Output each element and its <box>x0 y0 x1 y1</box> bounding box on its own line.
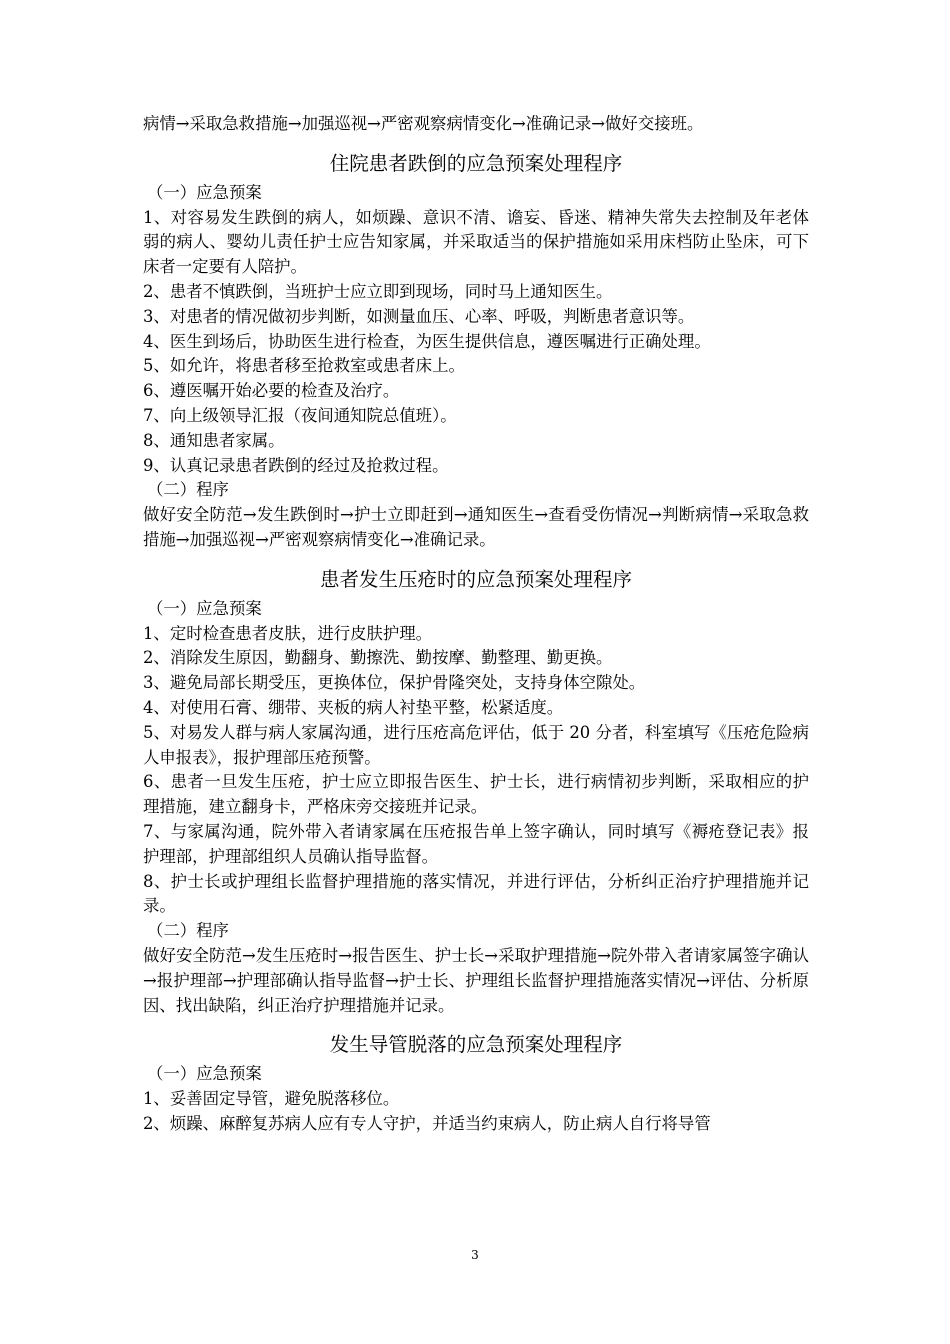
list-item: 8、通知患者家属。 <box>143 430 285 450</box>
subheading: （一）应急预案 <box>147 1064 262 1084</box>
subheading: （二）程序 <box>147 921 229 941</box>
list-item: 4、对使用石膏、绷带、夹板的病人衬垫平整，松紧适度。 <box>143 697 564 717</box>
procedure-paragraph: 做好安全防范→发生压疮时→报告医生、护士长→采取护理措施→院外带入者请家属签字确认→报护理部→护理部确认指导监督→护士长、护理组长监督护理措施落实情况→评估、分析原因、找出缺陷，纠正治疗护理措施并记录。 <box>143 945 809 1015</box>
list-item: 6、遵医嘱开始必要的检查及治疗。 <box>143 381 400 401</box>
document-page <box>143 112 809 1137</box>
section-catheter-dislodgement <box>143 1032 809 1136</box>
section-title: 发生导管脱落的应急预案处理程序 <box>329 1033 623 1057</box>
list-item: 9、认真记录患者跌倒的经过及抢救过程。 <box>143 455 449 475</box>
subheading: （二）程序 <box>147 480 229 500</box>
section-fall <box>143 151 809 553</box>
list-item: 2、患者不慎跌倒，当班护士应立即到现场，同时马上通知医生。 <box>143 281 613 301</box>
list-item: 2、消除发生原因，勤翻身、勤擦洗、勤按摩、勤整理、勤更换。 <box>143 648 613 668</box>
procedure-paragraph: 做好安全防范→发生跌倒时→护士立即赶到→通知医生→查看受伤情况→判断病情→采取急救措施→加强巡视→严密观察病情变化→准确记录。 <box>143 505 809 549</box>
list-item: 7、与家属沟通，院外带入者请家属在压疮报告单上签字确认，同时填写《褥疮登记表》报护理部，护理部组织人员确认指导监督。 <box>143 821 809 866</box>
section-pressure-sore <box>143 567 809 1019</box>
list-item: 8、护士长或护理组长监督护理措施的落实情况，并进行评估，分析纠正治疗护理措施并记录。 <box>143 871 809 916</box>
subheading: （一）应急预案 <box>147 598 262 618</box>
page-number: 3 <box>471 1248 479 1262</box>
list-item: 1、妥善固定导管，避免脱落移位。 <box>143 1089 400 1109</box>
section-title: 患者发生压疮时的应急预案处理程序 <box>319 567 632 591</box>
list-item: 2、烦躁、麻醉复苏病人应有专人守护，并适当约束病人，防止病人自行将导管 <box>143 1113 711 1133</box>
list-item: 1、定时检查患者皮肤，进行皮肤护理。 <box>143 623 433 643</box>
list-item: 5、对易发人群与病人家属沟通，进行压疮高危评估，低于 20 分者，科室填写《压疮危险病人申报表》，报护理部压疮预警。 <box>143 722 809 767</box>
section-title: 住院患者跌倒的应急预案处理程序 <box>329 151 623 175</box>
list-item: 7、向上级领导汇报（夜间通知院总值班）。 <box>143 405 457 425</box>
list-item: 6、患者一旦发生压疮，护士应立即报告医生、护士长，进行病情初步判断，采取相应的护理措施，建立翻身卡，严格床旁交接班并记录。 <box>143 772 809 817</box>
list-item: 1、对容易发生跌倒的病人，如烦躁、意识不清、谵妄、昏迷、精神失常失去控制及年老体弱的病人、婴幼儿责任护士应告知家属，并采取适当的保护措施如采用床档防止坠床，可下床者一定要有人陪护。 <box>143 207 809 277</box>
list-item: 5、如允许，将患者移至抢救室或患者床上。 <box>143 356 465 376</box>
list-item: 3、对患者的情况做初步判断，如测量血压、心率、呼吸，判断患者意识等。 <box>143 306 695 326</box>
intro-paragraph: 病情→采取急救措施→加强巡视→严密观察病情变化→准确记录→做好交接班。 <box>143 114 704 133</box>
list-item: 3、避免局部长期受压，更换体位，保护骨隆突处，支持身体空隙处。 <box>143 673 646 693</box>
list-item: 4、医生到场后，协助医生进行检查，为医生提供信息，遵医嘱进行正确处理。 <box>143 331 711 351</box>
subheading: （一）应急预案 <box>147 182 262 202</box>
